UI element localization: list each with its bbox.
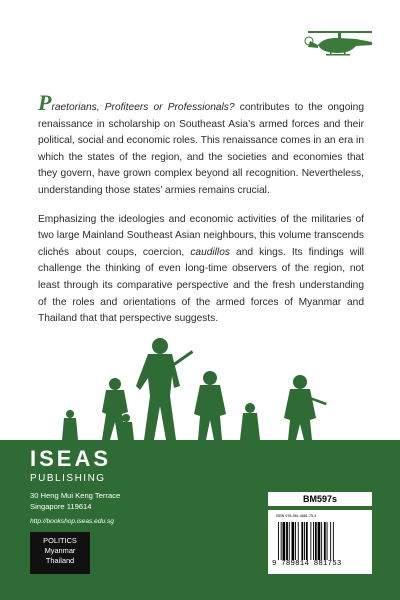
barcode-bar: [315, 522, 317, 560]
barcode-bar: [313, 522, 314, 560]
subject-box: [30, 532, 90, 574]
barcode-bar: [295, 522, 296, 560]
subject-item: Thailand: [45, 556, 75, 565]
subject-item: POLITICS: [43, 536, 77, 545]
barcode-bar: [298, 522, 299, 560]
logo-sub-text: PUBLISHING: [30, 473, 106, 484]
barcode-bar: [324, 522, 326, 560]
blurb-paragraph-2-text-b: and kings. Its findings will challenge the thinking of even long-time observers of the region, not least through its comparative perspective and the fresh understanding of the roles and orientations of the armed forces of Myanmar and Thailand that that perspective suggests.: [38, 246, 364, 325]
barcode-bar: [301, 522, 303, 560]
book-code: BM597s: [268, 492, 372, 506]
barcode-bar: [292, 522, 295, 560]
barcode-bar: [306, 522, 308, 560]
barcode-bar: [330, 522, 331, 560]
address-line-2: Singapore 119614: [30, 502, 92, 511]
barcode-bar: [310, 522, 311, 560]
barcode-block: [268, 510, 372, 574]
publisher-address: [30, 490, 120, 512]
barcode-bar: [333, 522, 334, 560]
blurb-paragraph-2-italic: caudillos: [190, 246, 230, 258]
barcode-bar: [321, 522, 322, 560]
helicopter-icon: [298, 27, 378, 63]
book-title-inline: raetorians, Profiteers or Professionals?: [51, 102, 235, 113]
logo-main-text: ISEAS: [30, 446, 112, 471]
barcode-bar: [318, 522, 321, 560]
blurb-paragraph-2-text-a: Emphasizing the ideologies and economic activities of the militaries of two large Mainland Southeast Asian neighbours, this volume transcends clichés about coups, coercion,: [38, 213, 364, 258]
publisher-url[interactable]: http://bookshop.iseas.edu.sg: [30, 518, 114, 525]
isbn-text: ISBN 978-981-4881-75-3: [276, 514, 317, 518]
barcode-bars: [278, 522, 364, 560]
address-line-1: 30 Heng Mui Keng Terrace: [30, 491, 121, 500]
blurb-text: [38, 90, 364, 340]
barcode-bar: [283, 522, 286, 560]
barcode-bar: [304, 522, 305, 560]
barcode-digits: 9 789814 881753: [272, 560, 342, 568]
barcode-bar: [327, 522, 328, 560]
barcode-bar: [278, 522, 279, 560]
subject-item: Myanmar: [44, 546, 76, 555]
barcode-bar: [289, 522, 290, 560]
blurb-paragraph-1-text: contributes to the ongoing renaissance in scholarship on Southeast Asia’s armed forces and their political, social and economic roles. This renaissance comes in an era in which the states of the region, and the societies and economies that they govern, have grown complex beyond all recognition. Nevertheless, understanding those states’ armies remains crucial.: [38, 102, 364, 196]
blurb-paragraph-2: [38, 212, 364, 328]
publisher-logo: [30, 448, 111, 485]
barcode-bar: [281, 522, 282, 560]
blurb-paragraph-1: [38, 90, 364, 200]
barcode-bar: [286, 522, 288, 560]
soldier-silhouettes: [60, 336, 360, 446]
drop-cap: P: [38, 90, 52, 115]
